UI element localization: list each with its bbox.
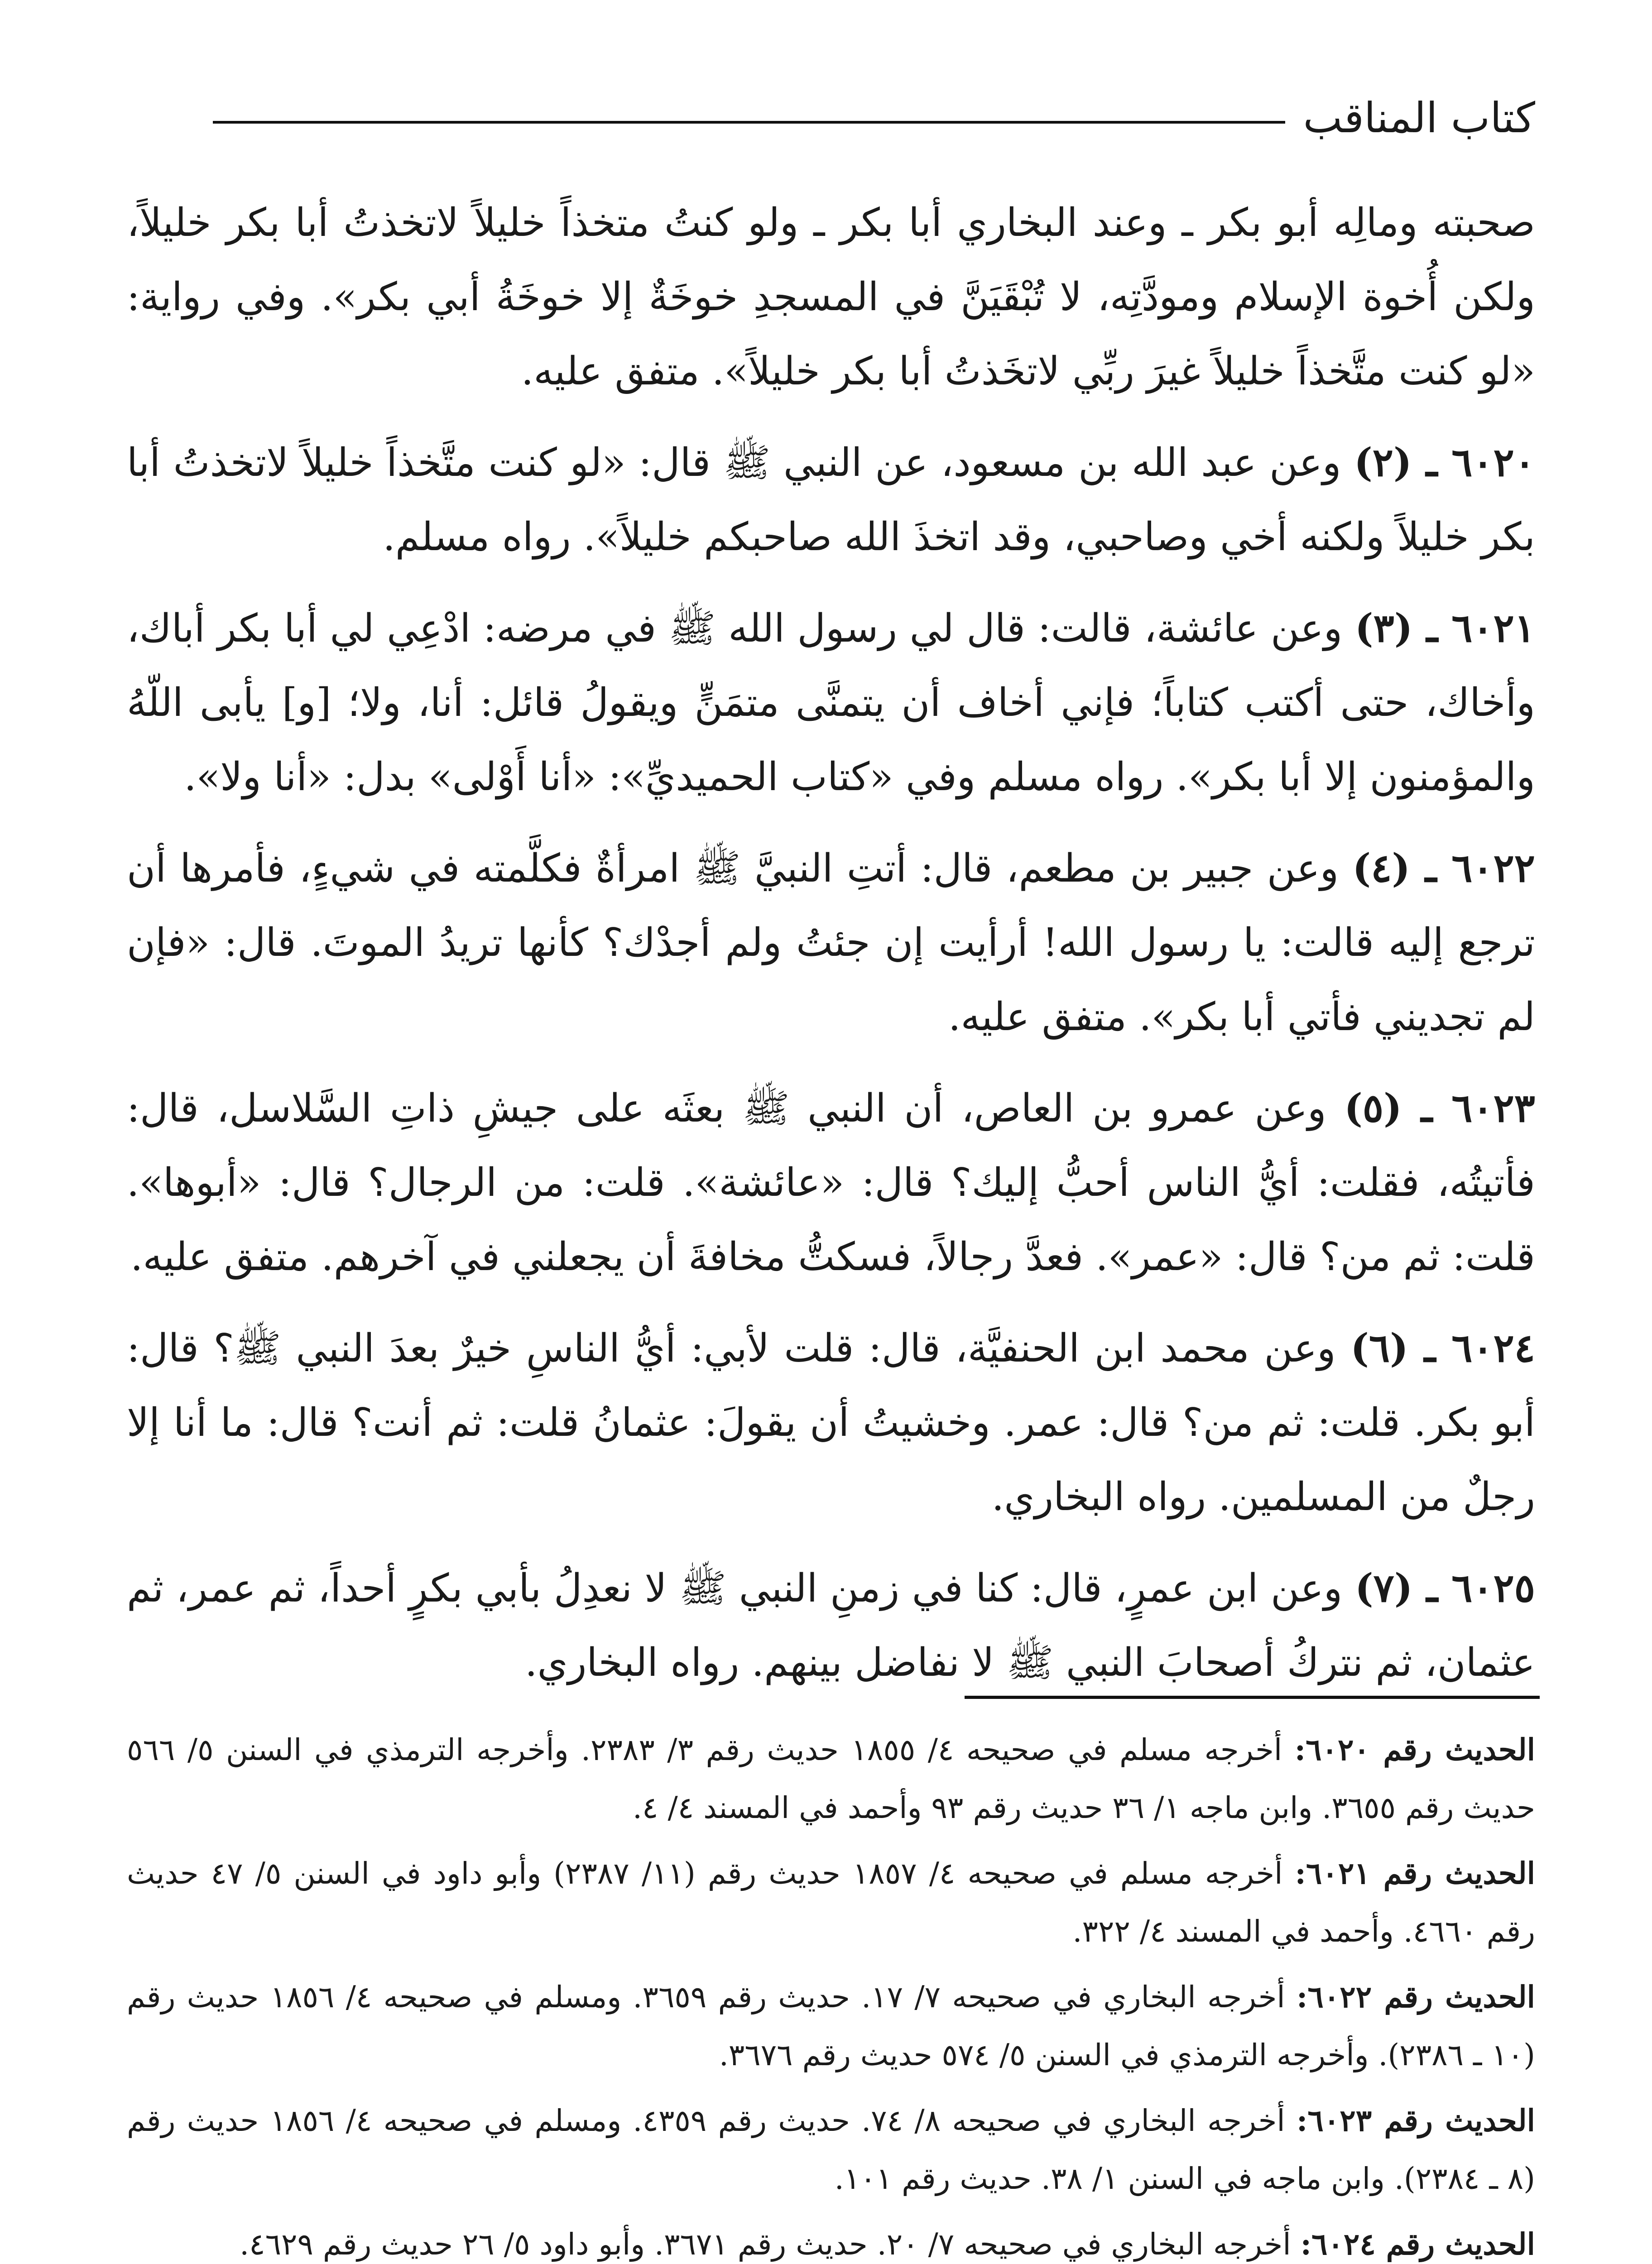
hadith-number: ٦٠٢٥ ـ (٧) <box>1354 1565 1535 1611</box>
footnote-label: الحديث رقم ٦٠٢٤: <box>1300 2226 1535 2262</box>
footnote-separator <box>965 1696 1540 1699</box>
hadith-number: ٦٠٢٠ ـ (٢) <box>1354 440 1535 485</box>
chapter-title: كتاب المناقب <box>1303 93 1535 142</box>
footnotes <box>127 1721 1535 2264</box>
paragraph <box>127 1551 1535 1700</box>
footnote <box>127 1844 1535 1961</box>
paragraph <box>127 1311 1535 1534</box>
main-text <box>127 186 1535 1717</box>
paragraph-text: وعن ابن عمرٍ، قال: كنا في زمنِ النبي ﷺ لا نعدِلُ بأبي بكرٍ أحداً، ثم عمر، ثم عثمان، ثم نتركُ أصحابَ النبي ﷺ لا نفاضل بينهم. رواه البخاري. <box>127 1566 1535 1685</box>
footnote <box>127 2215 1535 2264</box>
paragraph-text: وعن عبد الله بن مسعود، عن النبي ﷺ قال: «لو كنت متَّخذاً خليلاً لاتخذتُ أبا بكر خليلاً ولكنه أخي وصاحبي، وقد اتخذَ الله صاحبكم خليلاً». رواه مسلم. <box>127 440 1535 560</box>
paragraph-text: وعن محمد ابن الحنفيَّة، قال: قلت لأبي: أيُّ الناسِ خيرٌ بعدَ النبي ﷺ؟ قال: أبو بكر. قلت: ثم من؟ قال: عمر. وخشيتُ أن يقولَ: عثمانُ قلت: ثم أنت؟ قال: ما أنا إلا رجلٌ من المسلمين. رواه البخاري. <box>127 1326 1535 1520</box>
paragraph-text: صحبته ومالِه أبو بكر ـ وعند البخاري أبا بكر ـ ولو كنتُ متخذاً خليلاً لاتخذتُ أبا بكر خليلاً، ولكن أُخوة الإسلام ومودَّتِه، لا تُبْقَيَنَّ في المسجدِ خوخَةٌ إلا خوخَةُ أبي بكر». وفي رواية: «لو كنت متَّخذاً خليلاً غيرَ ربِّي لاتخَذتُ أبا بكر خليلاً». متفق عليه. <box>127 200 1535 394</box>
footnote-text: أخرجه البخاري في صحيحه ٧/ ١٧. حديث رقم ٣٦٥٩. ومسلم في صحيحه ٤/ ١٨٥٦ حديث رقم (١٠ ـ ٢٣٨٦). وأخرجه الترمذي في السنن ٥/ ٥٧٤ حديث رقم ٣٦٧٦. <box>127 1980 1535 2072</box>
paragraph-text: وعن عمرو بن العاص، أن النبي ﷺ بعثَه على جيشِ ذاتِ السَّلاسل، قال: فأتيتُه، فقلت: أيُّ الناس أحبُّ إليك؟ قال: «عائشة». قلت: من الرجال؟ قال: «أبوها». قلت: ثم من؟ قال: «عمر». فعدَّ رجالاً، فسكتُّ مخافةَ أن يجعلني في آخرهم. متفق عليه. <box>127 1086 1535 1280</box>
hadith-number: ٦٠٢٣ ـ (٥) <box>1344 1085 1535 1131</box>
paragraph-text: وعن جبير بن مطعم، قال: أتتِ النبيَّ ﷺ امرأةٌ فكلَّمته في شيءٍ، فأمرها أن ترجع إليه قالت: يا رسول الله! أرأيت إن جئتُ ولم أجدْك؟ كأنها تريدُ الموتَ. قال: «فإن لم تجديني فأتي أبا بكر». متفق عليه. <box>127 846 1535 1040</box>
header-rule <box>213 121 1285 124</box>
footnote-label: الحديث رقم ٦٠٢٢: <box>1297 1979 1536 2015</box>
paragraph <box>127 186 1535 408</box>
hadith-number: ٦٠٢٤ ـ (٦) <box>1350 1325 1535 1371</box>
paragraph <box>127 1071 1535 1294</box>
footnote-text: أخرجه البخاري في صحيحه ٧/ ٢٠. حديث رقم ٣٦٧١. وأبو داود ٥/ ٢٦ حديث رقم ٤٦٢٩. <box>240 2227 1301 2262</box>
paragraph <box>127 831 1535 1054</box>
footnote <box>127 1968 1535 2084</box>
paragraph-text: وعن عائشة، قالت: قال لي رسول الله ﷺ في مرضه: ادْعِي لي أبا بكر أباك، وأخاك، حتى أكتب كتاباً؛ فإني أخاف أن يتمنَّى متمَنٍّ ويقولُ قائل: أنا، ولا؛ [و] يأبى اللّهُ والمؤمنون إلا أبا بكر». رواه مسلم وفي «كتاب الحميديِّ»: «أنا أَوْلى» بدل: «أنا ولا». <box>127 606 1535 800</box>
footnote-label: الحديث رقم ٦٠٢٠: <box>1294 1732 1536 1767</box>
paragraph <box>127 591 1535 814</box>
footnote <box>127 2091 1535 2208</box>
footnote-label: الحديث رقم ٦٠٢٣: <box>1297 2103 1536 2138</box>
running-header <box>213 77 1535 158</box>
hadith-number: ٦٠٢٢ ـ (٤) <box>1352 845 1535 891</box>
footnote-label: الحديث رقم ٦٠٢١: <box>1295 1856 1536 1891</box>
hadith-number: ٦٠٢١ ـ (٣) <box>1354 605 1535 651</box>
paragraph <box>127 426 1535 574</box>
footnote <box>127 1721 1535 1837</box>
footnote-text: أخرجه مسلم في صحيحه ٤/ ١٨٥٥ حديث رقم ٣/ ٢٣٨٣. وأخرجه الترمذي في السنن ٥/ ٥٦٦ حديث رقم ٣٦٥٥. وابن ماجه ١/ ٣٦ حديث رقم ٩٣ وأحمد في المسند ٤/ ٤. <box>127 1732 1535 1825</box>
footnote-text: أخرجه مسلم في صحيحه ٤/ ١٨٥٧ حديث رقم (١١/ ٢٣٨٧) وأبو داود في السنن ٥/ ٤٧ حديث رقم ٤٦٦٠. وأحمد في المسند ٤/ ٣٢٢. <box>127 1856 1535 1949</box>
footnote-text: أخرجه البخاري في صحيحه ٨/ ٧٤. حديث رقم ٤٣٥٩. ومسلم في صحيحه ٤/ ١٨٥٦ حديث رقم (٨ ـ ٢٣٨٤). وابن ماجه في السنن ١/ ٣٨. حديث رقم ١٠١. <box>127 2103 1535 2196</box>
